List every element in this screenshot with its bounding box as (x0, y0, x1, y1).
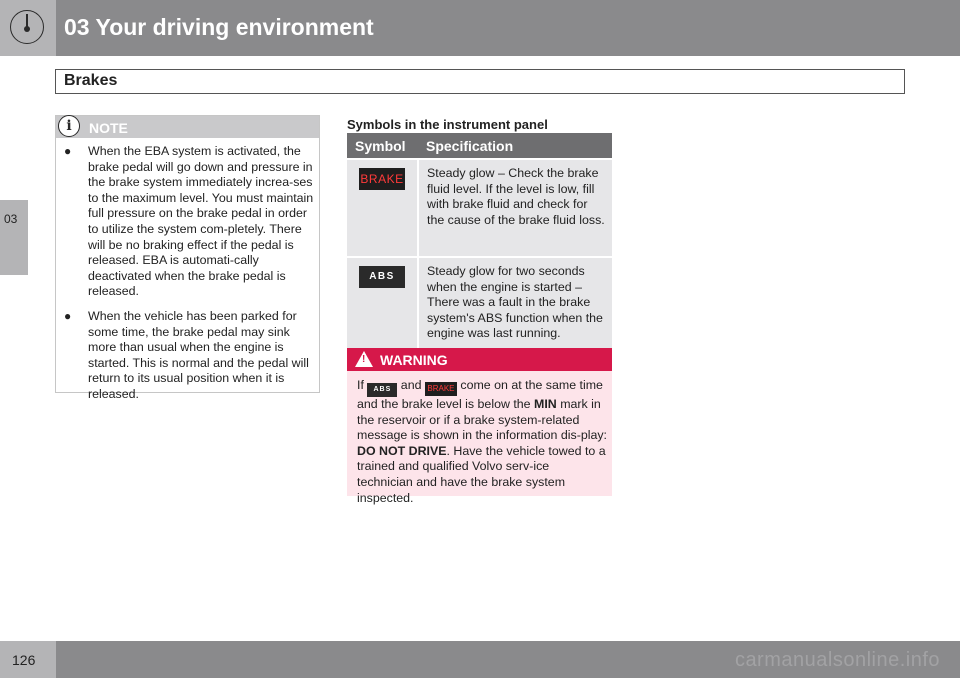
brake-warning-icon: BRAKE (425, 382, 457, 396)
page-number: 126 (12, 652, 36, 668)
symbols-table (347, 133, 612, 354)
note-item-text: When the vehicle has been parked for some time, the brake pedal may sink more than usual when the engine is started. This is normal and the pedal will return to its usual position when it is released. (88, 308, 309, 401)
warning-text-part: come on at the same time and the brake level is below the (357, 378, 603, 411)
note-list (62, 144, 314, 412)
chapter-side-tab (0, 200, 28, 275)
brake-warning-icon: BRAKE (359, 168, 405, 190)
symbol-cell (347, 257, 418, 354)
note-title: NOTE (89, 120, 128, 136)
abs-warning-icon: ABS (367, 383, 397, 397)
note-header (56, 116, 319, 138)
note-box (55, 115, 320, 401)
column-header-symbol: Symbol (347, 133, 418, 159)
spec-cell: Steady glow for two seconds when the engine is started – There was a fault in the brake system's ABS function when the engine was last running. (418, 257, 612, 354)
table-row (347, 159, 612, 257)
warning-triangle-icon (355, 351, 373, 367)
note-item (62, 309, 314, 403)
warning-text-min: MIN (534, 397, 557, 411)
warning-header (347, 348, 612, 371)
warning-text-do-not-drive: DO NOT DRIVE (357, 443, 447, 458)
warning-box (347, 348, 612, 505)
page-number-box (0, 641, 56, 678)
speedometer-icon (10, 10, 44, 44)
warning-title: WARNING (380, 352, 448, 368)
chapter-title: 03 Your driving environment (64, 14, 374, 40)
warning-text-part: If (357, 378, 364, 392)
gauge-hub (24, 26, 30, 32)
warning-text-part: and (400, 378, 422, 392)
symbols-table-title: Symbols in the instrument panel (347, 117, 548, 132)
section-title: Brakes (64, 72, 118, 89)
table-row (347, 257, 612, 354)
column-header-specification: Specification (418, 133, 612, 159)
info-icon: i (58, 115, 80, 137)
header-icon-box (0, 0, 56, 56)
watermark-text: carmanualsonline.info (734, 649, 940, 671)
table-header-row (347, 133, 612, 159)
spec-cell: Steady glow – Check the brake fluid level. If the level is low, fill with brake fluid and check for the cause of the brake fluid loss. (418, 159, 612, 257)
bullet-icon: ● (64, 144, 72, 158)
page-header (0, 0, 960, 56)
abs-warning-icon: ABS (359, 266, 405, 288)
exclamation-icon: ! (362, 354, 366, 365)
bullet-icon: ● (64, 308, 72, 323)
side-tab-label: 03 (4, 212, 18, 226)
page-footer (0, 641, 960, 678)
warning-text (357, 378, 607, 506)
section-bar (55, 69, 905, 94)
note-item-text: When the EBA system is activated, the brake pedal will go down and pressure in the brake system immediately increa-ses to the maximum level. You must maintain full pressure on the brake pedal in order to utilize the system com-pletely. There will be no braking effect if the pedal is released. EBA is automati-cally deactivated when the brake pedal is released. (88, 144, 314, 299)
note-item (62, 144, 314, 300)
warning-text-part: . Have the vehicle towed to a trained and qualified Volvo serv-ice technician and have the brake system inspected. (357, 443, 606, 505)
warning-text-part: mark in the reservoir or if a brake system-related message is shown in the information dis-play: (357, 397, 607, 443)
symbol-cell (347, 159, 418, 257)
